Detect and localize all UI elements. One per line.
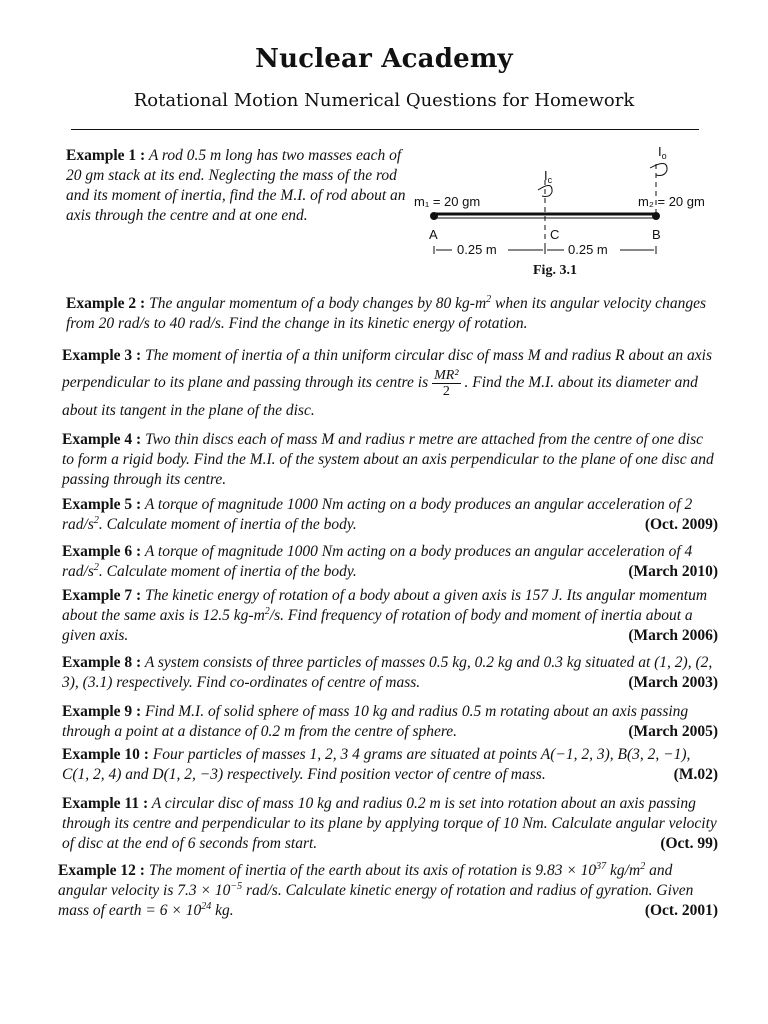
example-text: The angular momentum of a body changes by 80 kg-m xyxy=(149,295,487,312)
exam-source: (M.02) xyxy=(673,766,718,783)
example-text: A torque of magnitude 1000 Nm acting on a body produces an angular acceleration of 2 rad/s xyxy=(62,496,693,533)
example-text: Four particles of masses 1, 2, 3 4 grams are situated at points A(−1, 2, 3), B(3, 2, −1), C(1, 2, 4) and D(1, 2, −3) respectively. Find position vector of centre of mass. xyxy=(62,746,691,783)
dist-right-label: 0.25 m xyxy=(568,242,608,257)
rod-diagram-svg xyxy=(412,140,722,280)
superscript: 24 xyxy=(201,900,212,912)
example-text: A circular disc of mass 10 kg and radius 0.2 m is set into rotation about an axis passing through its centre and perpendicular to its plane by applying torque of 10 Nm. Calculate angular velocity of disc at the end of 6 seconds from start. xyxy=(62,795,717,852)
example-3 xyxy=(62,344,716,423)
exam-source: (Oct. 2001) xyxy=(644,902,718,919)
superscript: 37 xyxy=(596,860,607,872)
example-text: Find M.I. of solid sphere of mass 10 kg and radius 0.5 m rotating about an axis passing through a point at a distance of 0.2 m from the centre of sphere. xyxy=(62,703,689,740)
exam-source: (March 2006) xyxy=(628,627,718,644)
example-text-cont: rad/s. Calculate kinetic energy of rotation and radius of gyration. Given mass of earth = 6 × 10 xyxy=(58,882,694,919)
ic-label: $I_c$ xyxy=(544,168,553,185)
header-divider xyxy=(71,129,699,130)
example-7 xyxy=(62,586,718,646)
example-text: A rod 0.5 m long has two masses each of 20 gm stack at its end. Neglecting the mass of the rod and its moment of inertia, find the M.I. of rod about an axis through the centre and at one end. xyxy=(66,147,406,224)
example-label: Example 3 : xyxy=(62,347,142,364)
end-rotation-arrow xyxy=(650,163,667,175)
example-text-cont: and angular velocity is 7.3 × 10 xyxy=(58,862,673,899)
example-9 xyxy=(62,702,718,742)
mass-m1 xyxy=(430,212,438,220)
example-6 xyxy=(62,542,718,582)
example-text-cont: kg/m xyxy=(606,862,641,879)
page-subtitle: Rotational Motion Numerical Questions for Homework xyxy=(133,90,635,111)
m1-label: m₁ = 20 gm xyxy=(414,194,481,209)
example-10 xyxy=(62,745,718,785)
example-text-cont: . Calculate moment of inertia of the body. xyxy=(98,563,357,580)
figure-caption: Fig. 3.1 xyxy=(533,263,577,278)
example-text: The moment of inertia of a thin uniform circular disc of mass M and radius R about an axis perpendicular to its plane and passing through its centre is xyxy=(62,347,712,392)
example-label: Example 2 : xyxy=(66,295,146,312)
fraction-mr2-over-2: $\frac{\text{MR²}}{2}$ xyxy=(434,368,459,399)
superscript: 2 xyxy=(93,514,99,526)
example-11 xyxy=(62,794,718,854)
superscript: 2 xyxy=(640,860,646,872)
example-label: Example 7 : xyxy=(62,587,142,604)
superscript: 2 xyxy=(264,605,270,617)
example-label: Example 10 : xyxy=(62,746,149,763)
dist-left-label: 0.25 m xyxy=(457,242,497,257)
example-8 xyxy=(62,653,718,693)
example-label: Example 11 : xyxy=(62,795,149,812)
exam-source: (Oct. 99) xyxy=(660,835,718,852)
example-text-cont: . Calculate moment of inertia of the body. xyxy=(98,516,357,533)
example-text: A system consists of three particles of masses 0.5 kg, 0.2 kg and 0.3 kg situated at (1, 2), (2, 3), (3.1) respectively. Find co-ordinates of centre of mass. xyxy=(62,654,713,691)
example-12 xyxy=(58,861,718,921)
example-4 xyxy=(62,430,718,490)
example-text-cont: /s. Find frequency of rotation of body and moment of inertia about a given axis. xyxy=(62,607,693,644)
superscript: −5 xyxy=(230,880,243,892)
example-label: Example 8 : xyxy=(62,654,142,671)
example-2 xyxy=(66,294,716,334)
exam-source: (March 2005) xyxy=(628,723,718,740)
exam-source: (March 2010) xyxy=(628,563,718,580)
example-label: Example 6 : xyxy=(62,543,142,560)
example-label: Example 1 : xyxy=(66,147,146,164)
example-5 xyxy=(62,495,718,535)
page-title: Nuclear Academy xyxy=(255,44,513,74)
figure-rod-diagram xyxy=(412,140,722,280)
io-label: $I_o$ xyxy=(658,144,667,161)
exam-source: (Oct. 2009) xyxy=(644,516,718,533)
example-label: Example 9 : xyxy=(62,703,142,720)
example-text-cont: kg. xyxy=(211,902,234,919)
point-a-label: A xyxy=(429,227,438,242)
exam-source: (March 2003) xyxy=(628,674,718,691)
mass-m2 xyxy=(652,212,660,220)
example-text: Two thin discs each of mass M and radius r metre are attached from the centre of one disc to form a rigid body. Find the M.I. of the system about an axis perpendicular to the plane of one disc and passing through its centre. xyxy=(62,431,714,488)
superscript: 2 xyxy=(486,293,492,305)
point-c-label: C xyxy=(550,227,560,242)
example-text: A torque of magnitude 1000 Nm acting on a body produces an angular acceleration of 4 rad/s xyxy=(62,543,693,580)
example-label: Example 5 : xyxy=(62,496,142,513)
example-label: Example 12 : xyxy=(58,862,145,879)
example-1 xyxy=(66,146,406,226)
example-text-cont: when its angular velocity changes from 20 rad/s to 40 rad/s. Find the change in its kinetic energy of rotation. xyxy=(66,295,706,332)
example-label: Example 4 : xyxy=(62,431,142,448)
m2-label: m₂ = 20 gm xyxy=(638,194,705,209)
example-text: The kinetic energy of rotation of a body about a given axis is 157 J. Its angular momentum about the same axis is 12.5 kg-m xyxy=(62,587,708,624)
superscript: 2 xyxy=(93,561,99,573)
example-text: The moment of inertia of the earth about its axis of rotation is 9.83 × 10 xyxy=(148,862,597,879)
point-b-label: B xyxy=(652,227,661,242)
example-text-cont: . Find the M.I. about its diameter and about its tangent in the plane of the disc. xyxy=(62,374,698,419)
